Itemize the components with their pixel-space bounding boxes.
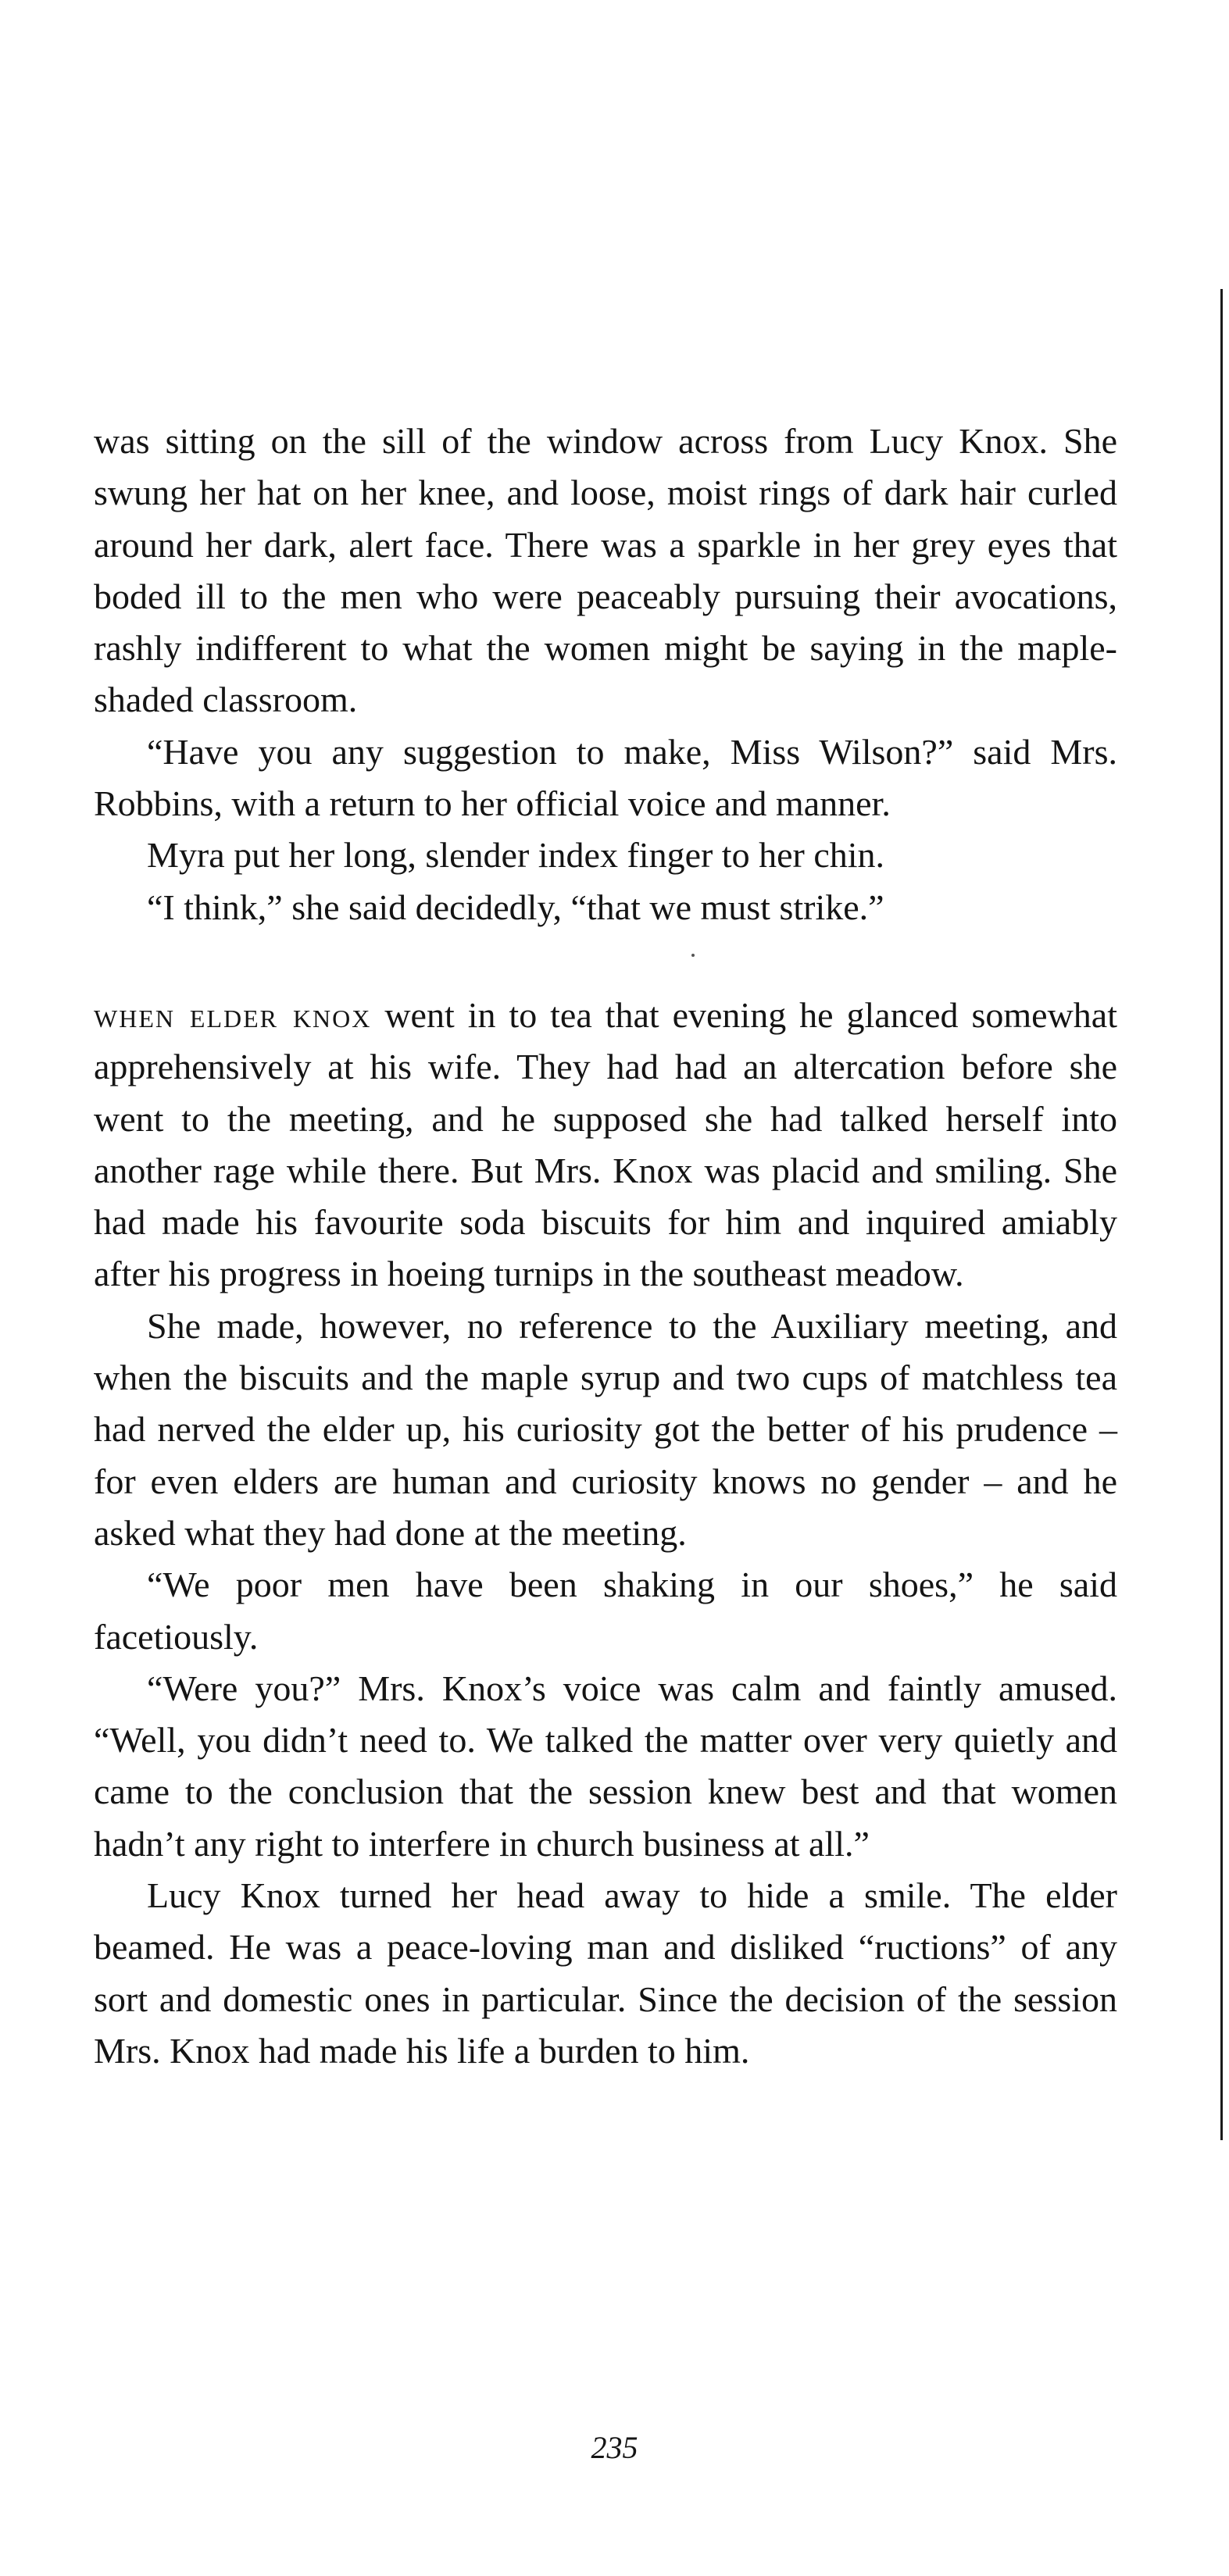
- section-opening-paragraph: [94, 990, 1117, 1300]
- paragraph: was sitting on the sill of the window across from Lucy Knox. She swung her hat on her knee, and loose, moist rings of dark hair curled around her dark, alert face. There was a sparkle in her grey eyes that boded ill to the men who were peaceably pursuing their avocations, rashly indifferent to what the women might be saying in the maple-shaded classroom.: [94, 421, 1117, 720]
- opening-text: went in to tea that evening he glanced somewhat apprehensively at his wife. They had had an altercation before she went to the meeting, and he supposed she had talked herself into another rage while there. But Mrs. Knox was placid and smiling. She had made his favourite soda biscuits for him and inquired amiably after his progress in hoeing turnips in the southeast meadow.: [94, 994, 1118, 1294]
- paragraph: “Have you any suggestion to make, Miss Wilson?” said Mrs. Robbins, with a return to her official voice and manner.: [94, 731, 1117, 824]
- page-number: 235: [591, 2430, 638, 2465]
- paragraph: Lucy Knox turned her head away to hide a smile. The elder beamed. He was a peace-loving man and disliked “ructions” of any sort and domestic ones in particular. Since the decision of the session Mrs. Knox had made his life a burden to him.: [94, 1875, 1117, 2071]
- section-break-dot: [691, 954, 695, 957]
- paragraph: “I think,” she said decidedly, “that we must strike.”: [147, 887, 884, 927]
- small-caps-lead-in: when elder knox: [94, 994, 372, 1035]
- paragraph: “Were you?” Mrs. Knox’s voice was calm and faintly amused. “Well, you didn’t need to. We talked the matter over very quietly and came to the conclusion that the session knew best and that women hadn’t any right to interfere in church business at all.”: [94, 1668, 1117, 1864]
- page-edge-line: [1220, 289, 1223, 2140]
- paragraph: Myra put her long, slender index finger to her chin.: [147, 835, 885, 876]
- page-body: [94, 416, 1117, 2077]
- paragraph: She made, however, no reference to the Auxiliary meeting, and when the biscuits and the maple syrup and two cups of matchless tea had nerved the elder up, his curiosity got the better of his prudence – for even elders are human and curiosity knows no gender – and he asked what they had done at the meeting.: [94, 1305, 1117, 1553]
- section-break: [94, 933, 1117, 990]
- paragraph: “We poor men have been shaking in our shoes,” he said facetiously.: [94, 1565, 1117, 1657]
